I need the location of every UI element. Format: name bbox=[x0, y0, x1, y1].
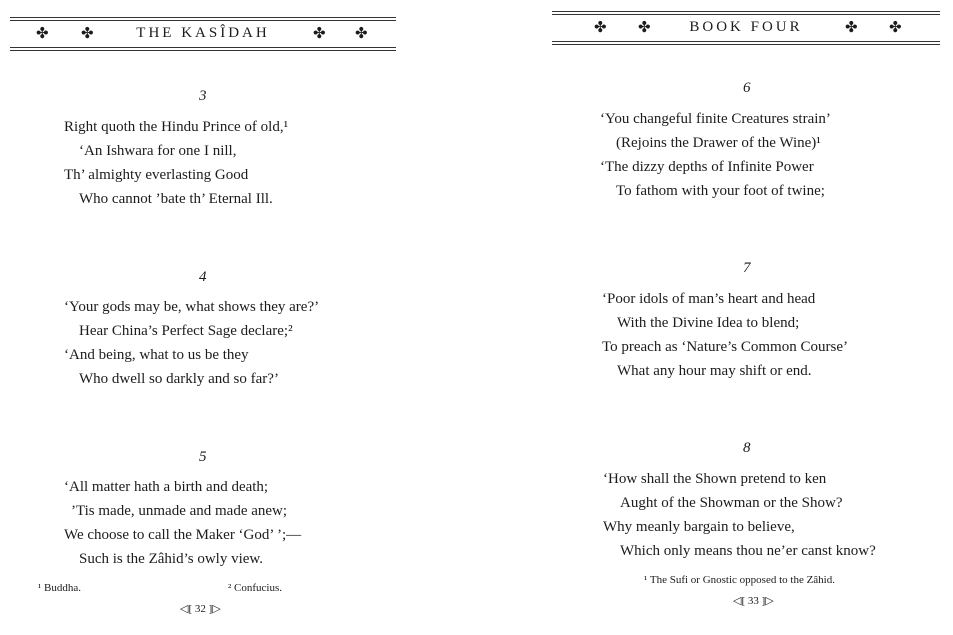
verse-line: To preach as ‘Nature’s Common Course’ bbox=[602, 339, 848, 355]
running-head-title: BOOK FOUR bbox=[689, 19, 803, 35]
verse-line: Aught of the Showman or the Show? bbox=[620, 495, 843, 511]
footnote: ² Confucius. bbox=[228, 582, 283, 594]
verse-line: Hear China’s Perfect Sage declare;² bbox=[79, 323, 293, 339]
header-rule bbox=[10, 20, 396, 21]
fleuron-icon: ✤ bbox=[594, 20, 607, 36]
verse-line: What any hour may shift or end. bbox=[617, 363, 812, 379]
verse-line: (Rejoins the Drawer of the Wine)¹ bbox=[616, 135, 821, 151]
header-rule bbox=[10, 17, 396, 18]
stanza-number: 3 bbox=[199, 88, 207, 104]
footnote: ¹ The Sufi or Gnostic opposed to the Zâhid. bbox=[644, 574, 835, 586]
verse-line: ‘All matter hath a birth and death; bbox=[64, 479, 269, 495]
verse-line: ‘You changeful finite Creatures strain’ bbox=[600, 111, 831, 127]
fleuron-icon: ✤ bbox=[889, 20, 902, 36]
verse-line: Which only means thou ne’er canst know? bbox=[620, 543, 876, 559]
fleuron-icon: ✤ bbox=[313, 26, 326, 42]
verse-line: To fathom with your foot of twine; bbox=[616, 183, 825, 199]
verse-line: Who cannot ’bate th’ Eternal Ill. bbox=[79, 191, 273, 207]
verse-line: Th’ almighty everlasting Good bbox=[64, 167, 249, 183]
header-rule bbox=[552, 41, 940, 42]
fleuron-icon: ✤ bbox=[36, 26, 49, 42]
verse-line: Such is the Zâhid’s owly view. bbox=[79, 551, 264, 567]
page-number: ◁[ 32 ]▷ bbox=[180, 603, 221, 615]
fleuron-icon: ✤ bbox=[845, 20, 858, 36]
stanza-number: 5 bbox=[199, 449, 207, 465]
verse-line: ’Tis made, unmade and made anew; bbox=[71, 503, 288, 519]
verse-line: We choose to call the Maker ‘God’ ’;— bbox=[64, 527, 302, 543]
verse-line: With the Divine Idea to blend; bbox=[617, 315, 800, 331]
header-rule bbox=[552, 14, 940, 15]
fleuron-icon: ✤ bbox=[638, 20, 651, 36]
header-rule bbox=[552, 44, 940, 45]
right-page bbox=[540, 0, 953, 635]
verse-line: ‘How shall the Shown pretend to ken bbox=[603, 471, 827, 487]
verse-line: ‘Your gods may be, what shows they are?’ bbox=[64, 299, 320, 315]
verse-line: Why meanly bargain to believe, bbox=[603, 519, 795, 535]
verse-line: ‘The dizzy depths of Infinite Power bbox=[600, 159, 814, 175]
running-header bbox=[552, 11, 940, 45]
stanza-number: 7 bbox=[743, 260, 751, 276]
header-rule bbox=[10, 47, 396, 48]
verse-line: ‘An Ishwara for one I nill, bbox=[79, 143, 237, 159]
fleuron-icon: ✤ bbox=[355, 26, 368, 42]
fleuron-icon: ✤ bbox=[81, 26, 94, 42]
running-header bbox=[10, 17, 396, 51]
verse-line: Right quoth the Hindu Prince of old,¹ bbox=[64, 119, 289, 135]
header-rule bbox=[10, 50, 396, 51]
verse-line: ‘Poor idols of man’s heart and head bbox=[602, 291, 816, 307]
stanza-number: 6 bbox=[743, 80, 751, 96]
stanza-number: 8 bbox=[743, 440, 751, 456]
verse-line: Who dwell so darkly and so far?’ bbox=[79, 371, 279, 387]
running-head-title: THE KASÎDAH bbox=[136, 25, 270, 41]
verse-line: ‘And being, what to us be they bbox=[64, 347, 249, 363]
stanza-number: 4 bbox=[199, 269, 207, 285]
footnote: ¹ Buddha. bbox=[38, 582, 82, 594]
page-number: ◁[ 33 ]▷ bbox=[733, 595, 774, 607]
left-page bbox=[0, 0, 405, 635]
header-rule bbox=[552, 11, 940, 12]
